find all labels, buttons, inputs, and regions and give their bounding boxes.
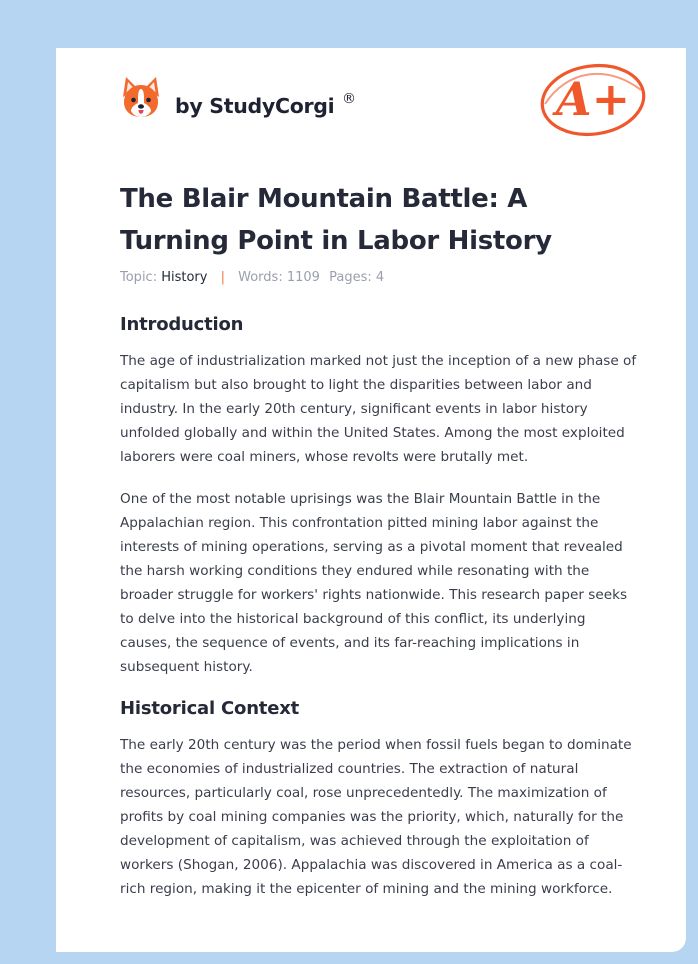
header: [56, 48, 686, 148]
page-title: The Blair Mountain Battle: A Turning Point in Labor History: [120, 184, 552, 256]
document-page: [56, 48, 686, 952]
section-heading-historical-context: Historical Context: [120, 698, 300, 719]
grade-text: A+: [555, 72, 631, 126]
words-value: 1109: [286, 270, 320, 285]
pages-value: 4: [375, 270, 385, 285]
grade-badge-icon: [537, 60, 649, 140]
pages-label: Pages:: [329, 270, 372, 285]
topic-value[interactable]: History: [161, 270, 208, 285]
meta-separator: |: [220, 270, 225, 285]
topic-label: Topic:: [120, 270, 158, 285]
document-meta: [120, 270, 384, 285]
brand-name[interactable]: by StudyCorgi: [175, 94, 335, 118]
section-heading-introduction: Introduction: [120, 314, 244, 335]
paragraph: One of the most notable uprisings was the Blair Mountain Battle in the Appalachian region. This confrontation pitted mining labor against the interests of mining operations, serving as a pivotal moment that revealed the harsh working conditions they endured while resonating with the broader struggle for workers' rights nationwide. This research paper seeks to delve into the historical background of this conflict, its underlying causes, the sequence of events, and its far-reaching implications in subsequent history.: [120, 491, 628, 675]
paragraph: The early 20th century was the period when fossil fuels began to dominate the economies of industrialized countries. The extraction of natural resources, particularly coal, rose unprecedentedly. The maximization of profits by coal mining companies was the priority, which, naturally for the development of capitalism, was achieved through the exploitation of workers (Shogan, 2006). Appalachia was discovered in America as a coal-rich region, making it the epicenter of mining and the mining workforce.: [120, 737, 632, 897]
words-label: Words:: [238, 270, 283, 285]
paragraph: The age of industrialization marked not just the inception of a new phase of capitalism but also brought to light the disparities between labor and industry. In the early 20th century, significant events in labor history unfolded globally and within the United States. Among the most exploited laborers were coal miners, whose revolts were brutally met.: [120, 353, 637, 465]
registered-mark: ®: [342, 91, 356, 107]
corgi-logo-icon[interactable]: [120, 75, 162, 121]
